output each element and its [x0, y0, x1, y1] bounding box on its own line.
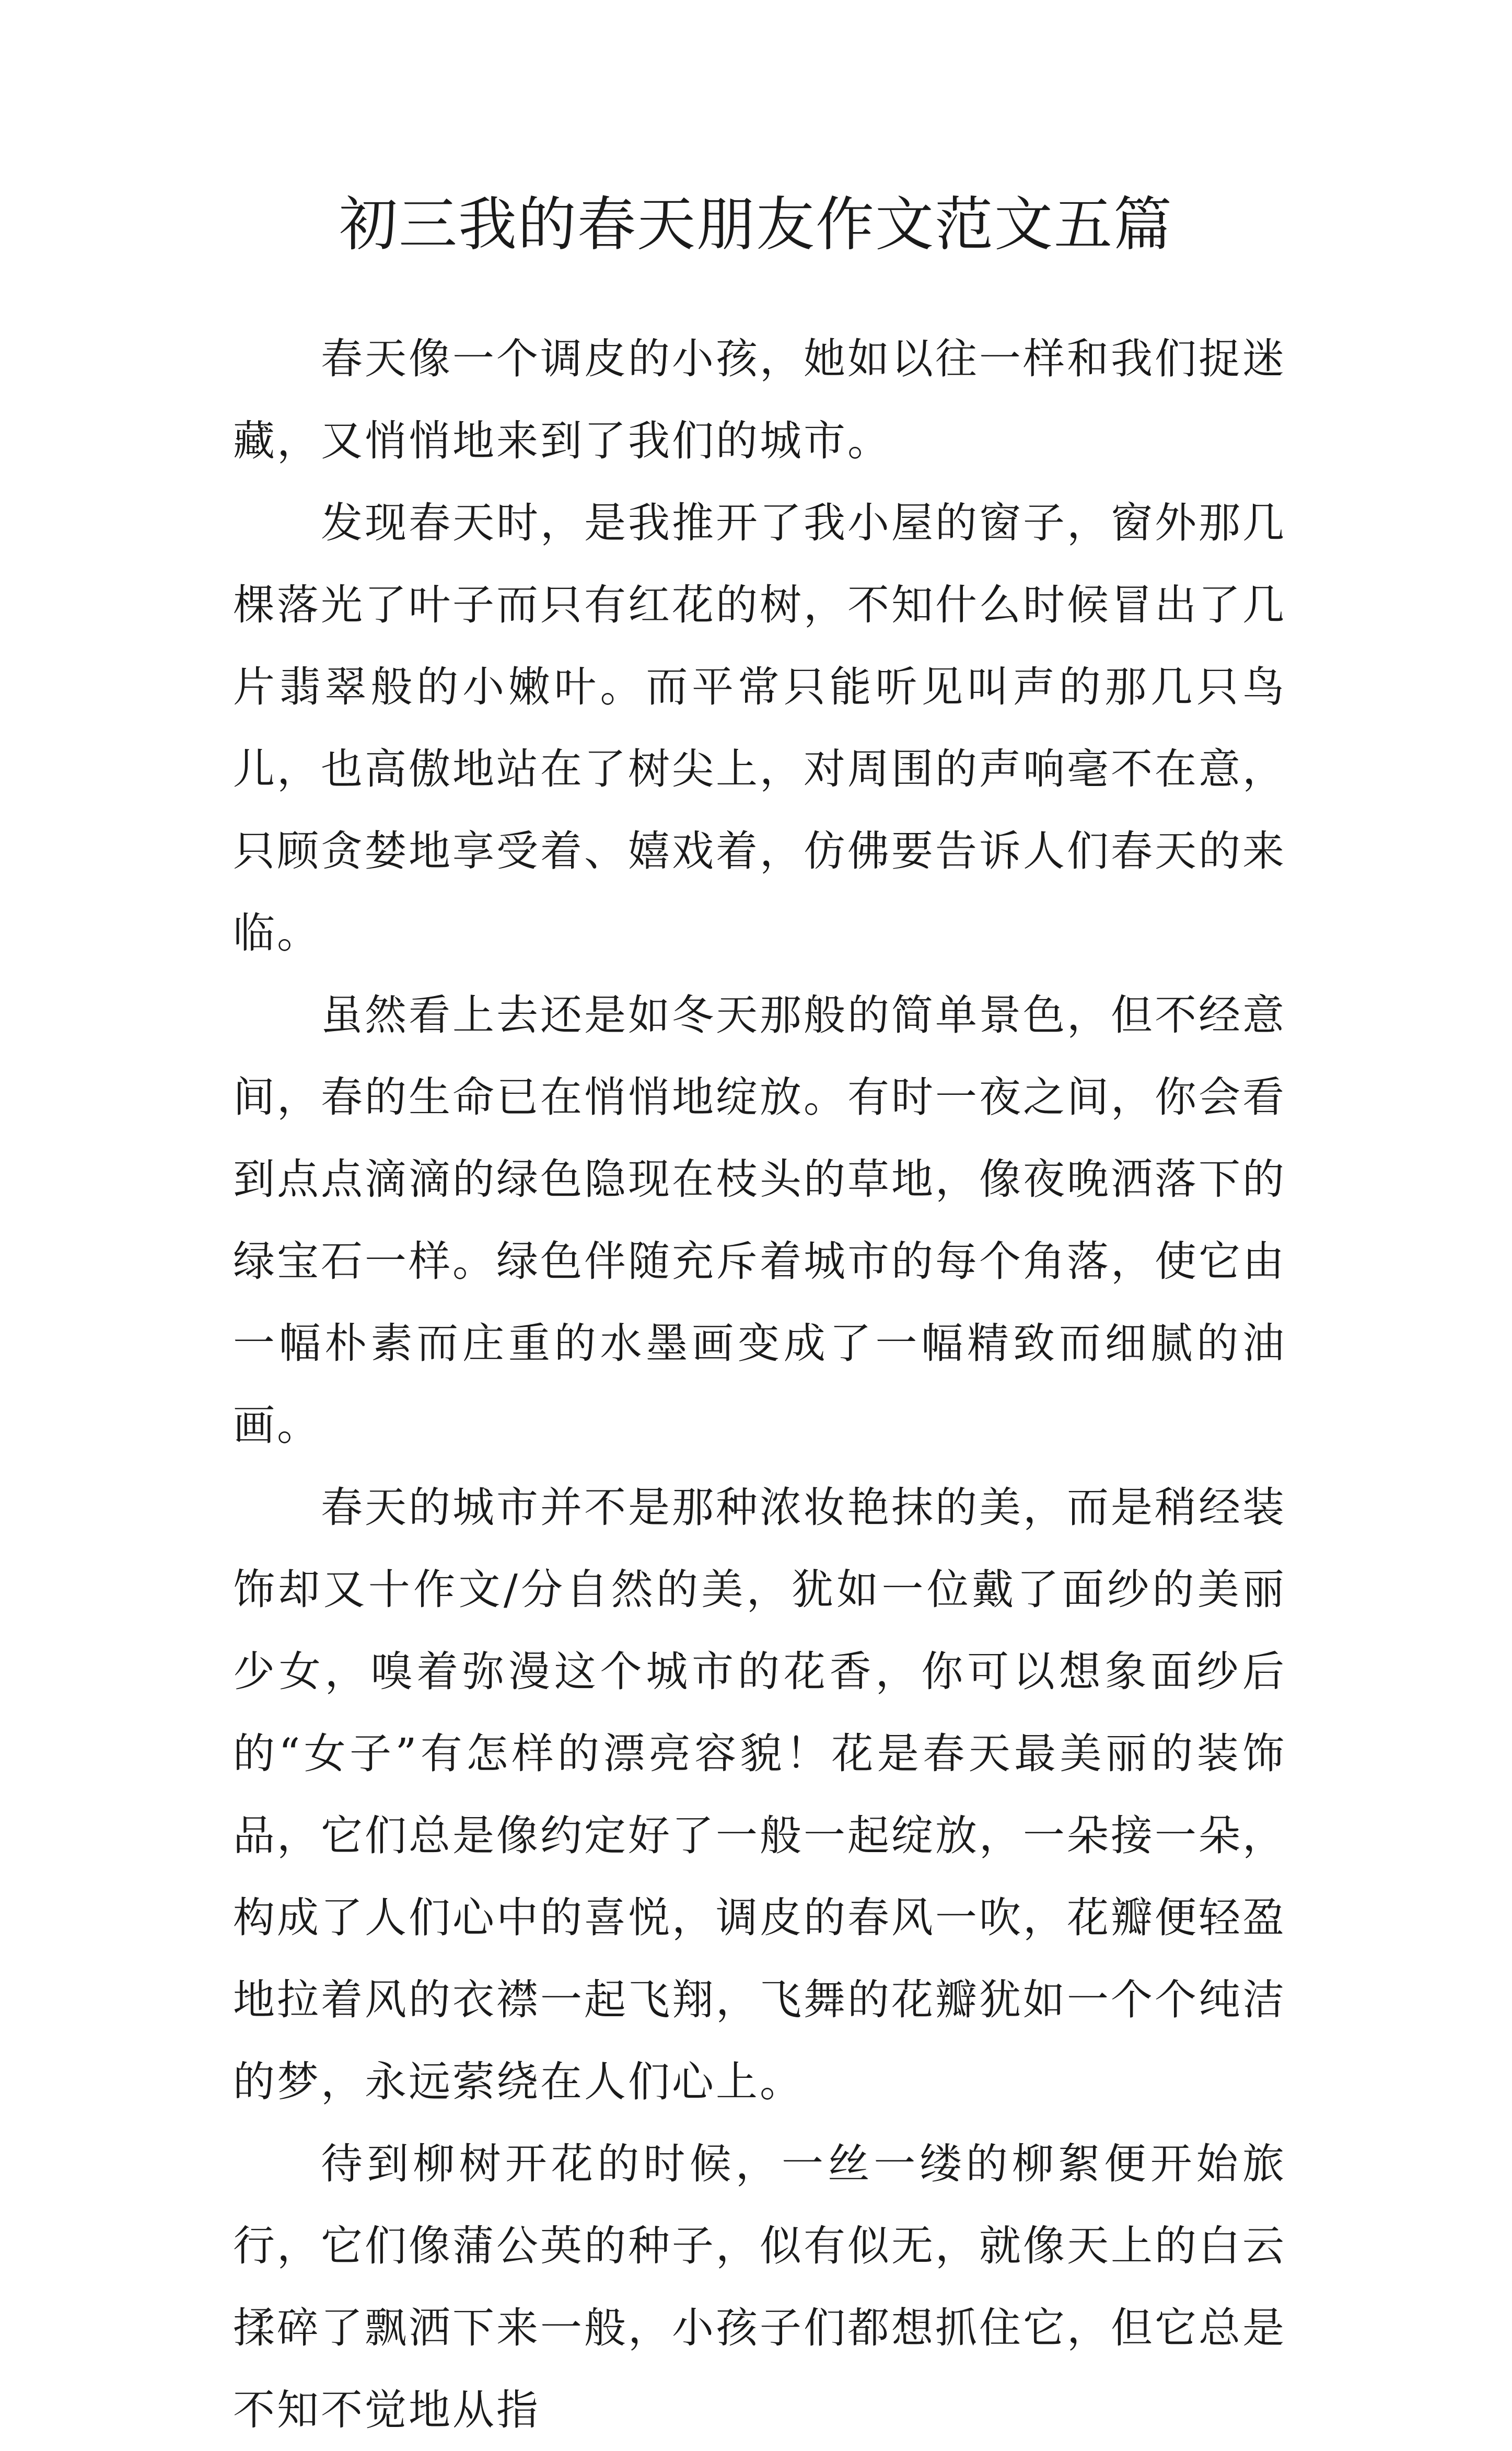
paragraph-1: 春天像一个调皮的小孩，她如以往一样和我们捉迷藏，又悄悄地来到了我们的城市。: [233, 334, 1286, 465]
document-title: 初三我的春天朋友作文范文五篇: [339, 191, 1173, 259]
paragraph-4: 春天的城市并不是那种浓妆艳抹的美，而是稍经装饰却又十作文/分自然的美，犹如一位戴了面纱的美丽少女，嗅着弥漫这个城市的花香，你可以想象面纱后的“女子”有怎样的漂亮容貌！花是春天最美丽的装饰品，它们总是像约定好了一般一起绽放，一朵接一朵，构成了人们心中的喜悦，调皮的春风一吹，花瓣便轻盈地拉着风的衣襟一起飞翔，飞舞的花瓣犹如一个个纯洁的梦，永远萦绕在人们心上。: [233, 1483, 1286, 2106]
paragraph-2: 发现春天时，是我推开了我小屋的窗子，窗外那几棵落光了叶子而只有红花的树，不知什么时候冒出了几片翡翠般的小嫩叶。而平常只能听见叫声的那几只鸟儿，也高傲地站在了树尖上，对周围的声响毫不在意，只顾贪婪地享受着、嬉戏着，仿佛要告诉人们春天的来临。: [233, 499, 1286, 957]
paragraph-5: 待到柳树开花的时候，一丝一缕的柳絮便开始旅行，它们像蒲公英的种子，似有似无，就像天上的白云揉碎了飘洒下来一般，小孩子们都想抓住它，但它总是不知不觉地从指: [233, 2140, 1286, 2434]
paragraph-3: 虽然看上去还是如冬天那般的简单景色，但不经意间，春的生命已在悄悄地绽放。有时一夜之间，你会看到点点滴滴的绿色隐现在枝头的草地，像夜晚洒落下的绿宝石一样。绿色伴随充斥着城市的每个角落，使它由一幅朴素而庄重的水墨画变成了一幅精致而细腻的油画。: [233, 991, 1286, 1450]
document-body: [233, 318, 1286, 2451]
